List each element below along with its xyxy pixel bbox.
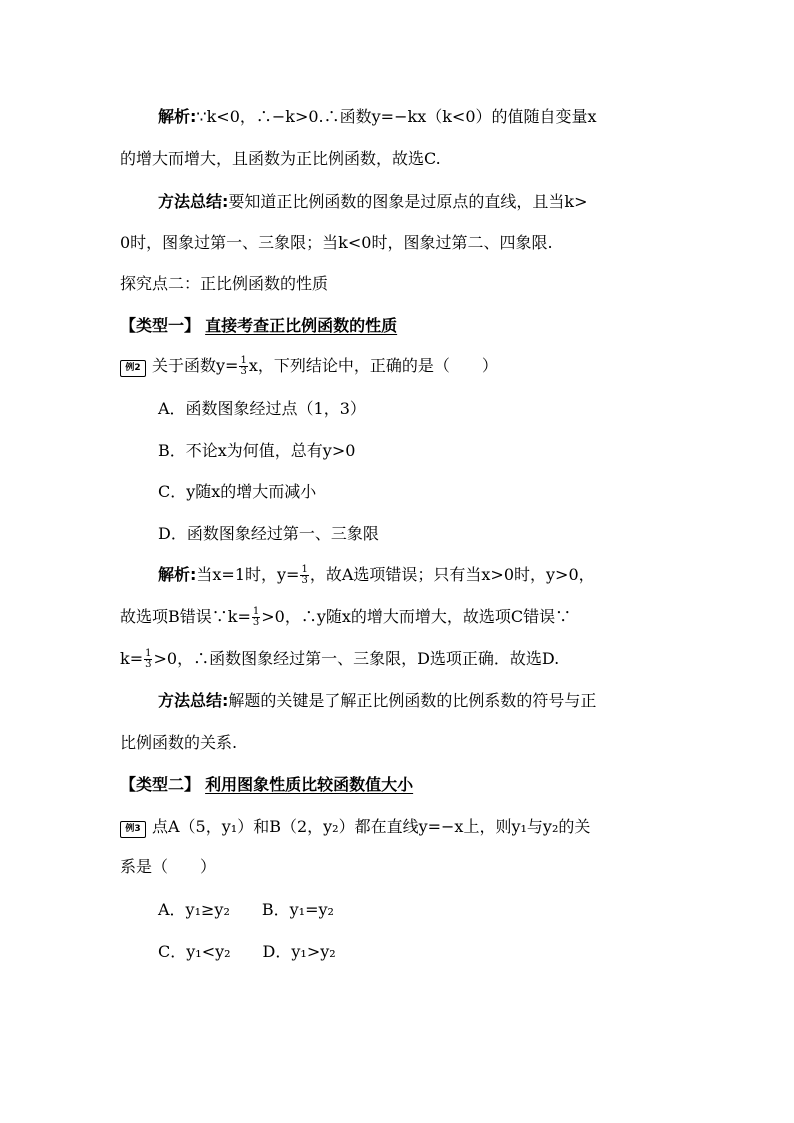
method-label: 方法总结: bbox=[158, 192, 229, 211]
type-2-heading bbox=[120, 774, 413, 796]
example-badge: 例3 bbox=[120, 821, 146, 838]
type-title: 利用图象性质比较函数值大小 bbox=[205, 775, 414, 794]
analysis-1-line-2: 的增大而增大，且函数为正比例函数，故选C. bbox=[120, 149, 441, 168]
stem-text: 点A（5，y₁）和B（2，y₂）都在直线y=−x上，则y₁与y₂的关 bbox=[152, 817, 591, 836]
analysis-label: 解析: bbox=[158, 565, 197, 584]
section-heading: 探究点二：正比例函数的性质 bbox=[120, 274, 329, 293]
denominator: 3 bbox=[240, 366, 247, 377]
analysis-2-line-2 bbox=[120, 606, 571, 628]
analysis-text: k= bbox=[120, 649, 144, 668]
numerator: 1 bbox=[252, 606, 260, 617]
type-1-heading bbox=[120, 315, 397, 337]
option-b: B．不论x为何值，总有y>0 bbox=[158, 441, 356, 460]
analysis-label: 解析: bbox=[158, 107, 197, 126]
example-3-stem bbox=[120, 816, 590, 838]
fraction bbox=[300, 565, 308, 586]
method-text: 要知道正比例函数的图象是过原点的直线，且当k> bbox=[228, 192, 588, 211]
type-title: 直接考查正比例函数的性质 bbox=[205, 316, 398, 335]
example-3-stem-2: 系是（ ） bbox=[120, 857, 217, 876]
stem-text: 关于函数y= bbox=[152, 356, 239, 375]
example-badge: 例2 bbox=[120, 360, 146, 377]
analysis-2-line-1 bbox=[158, 564, 595, 586]
method-2-line-2: 比例函数的关系. bbox=[120, 733, 238, 752]
options-row-2: C．y₁<y₂ D．y₁>y₂ bbox=[158, 942, 336, 961]
method-1-line-1 bbox=[158, 191, 588, 213]
option-d: D．函数图象经过第一、三象限 bbox=[158, 524, 379, 543]
fraction bbox=[252, 607, 260, 628]
denominator: 3 bbox=[145, 659, 152, 670]
stem-text: x，下列结论中，正确的是（ ） bbox=[248, 356, 498, 375]
analysis-text: 当x=1时，y= bbox=[196, 565, 300, 584]
numerator: 1 bbox=[301, 564, 308, 575]
analysis-2-line-3 bbox=[120, 648, 559, 670]
numerator: 1 bbox=[145, 648, 152, 659]
denominator: 3 bbox=[252, 617, 260, 628]
option-c: C．y随x的增大而减小 bbox=[158, 482, 317, 501]
analysis-text: >0，∴y随x的增大而增大，故选项C错误∵ bbox=[261, 607, 572, 626]
type-bracket: 【类型二】 bbox=[120, 775, 201, 794]
analysis-text: 故选项B错误∵k= bbox=[120, 607, 251, 626]
analysis-text: ∵k<0，∴−k>0.∴函数y=−kx（k<0）的值随自变量x bbox=[196, 107, 597, 126]
analysis-text: >0，∴函数图象经过第一、三象限，D选项正确．故选D. bbox=[153, 649, 560, 668]
fraction bbox=[144, 649, 152, 670]
numerator: 1 bbox=[240, 355, 247, 366]
example-2-stem bbox=[120, 355, 498, 377]
type-bracket: 【类型一】 bbox=[120, 316, 201, 335]
denominator: 3 bbox=[301, 575, 308, 586]
method-1-line-2: 0时，图象过第一、三象限；当k<0时，图象过第二、四象限. bbox=[120, 233, 553, 252]
analysis-text: ，故A选项错误；只有当x>0时，y>0， bbox=[309, 565, 595, 584]
method-label: 方法总结: bbox=[158, 691, 229, 710]
method-2-line-1 bbox=[158, 690, 596, 712]
options-row-1: A．y₁≥y₂ B．y₁=y₂ bbox=[158, 900, 334, 919]
fraction bbox=[239, 356, 247, 377]
analysis-1-line-1 bbox=[158, 106, 597, 128]
option-a: A．函数图象经过点（1，3） bbox=[158, 399, 366, 418]
method-text: 解题的关键是了解正比例函数的比例系数的符号与正 bbox=[228, 691, 597, 710]
